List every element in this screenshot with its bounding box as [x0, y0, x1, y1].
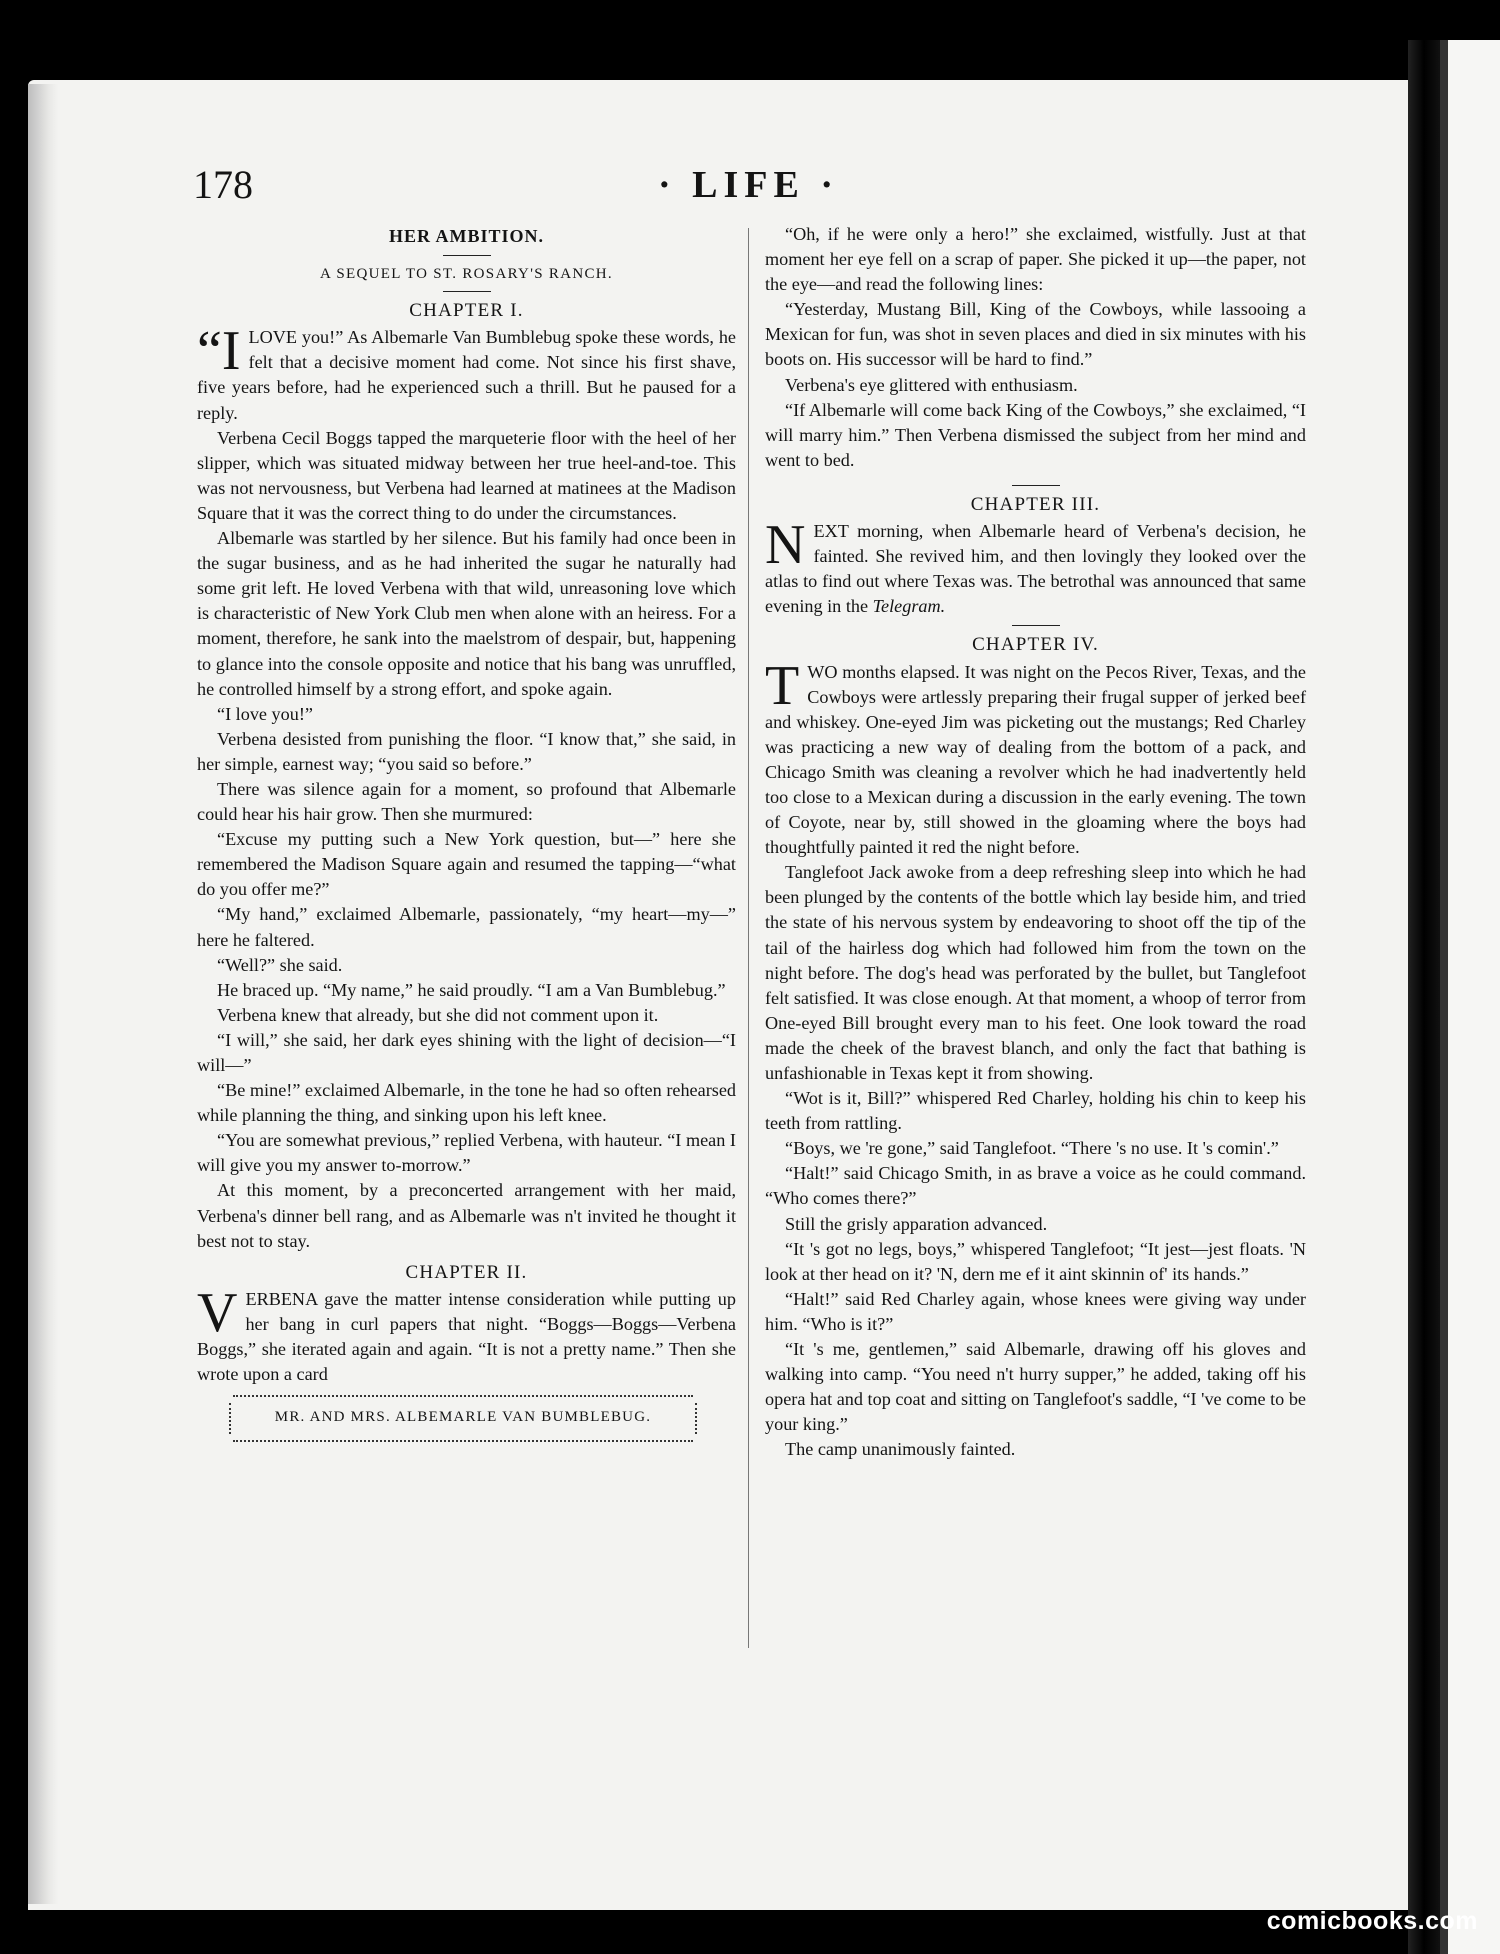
drop-cap: V — [197, 1281, 238, 1344]
paragraph: “Be mine!” exclaimed Albemarle, in the tone he had so often rehearsed while planning the thing, and sinking upon his left knee. — [197, 1080, 736, 1126]
page-header — [0, 160, 1500, 210]
drop-cap: “I — [197, 320, 241, 383]
drop-cap: T — [765, 654, 800, 717]
chapter-4-paragraph — [765, 654, 1306, 861]
right-column — [765, 222, 1306, 1463]
paragraph: The camp unanimously fainted. — [785, 1439, 1016, 1460]
paragraph: “It 's got no legs, boys,” whispered Tanglefoot; “It jest—jest floats. 'N look at ther head on it? 'N, dern me ef it aint skinnin of' its hands.” — [765, 1238, 1306, 1284]
page-number: 178 — [193, 162, 253, 207]
paragraph: Albemarle was startled by her silence. But his family had once been in the sugar business, and as he had inherited the sugar he naturally had some grit left. He loved Verbena with that wild, unreasoning love which is characteristic of New York Club men when alone with an heiress. For a moment, therefore, he sank into the maelstrom of despair, but, happening to glance into the console opposite and notice that his bang was unruffled, he controlled himself by a strong effort, and spoke again. — [197, 528, 736, 699]
chapter-3-paragraph — [765, 514, 1306, 619]
paragraph: “Yesterday, Mustang Bill, King of the Cowboys, while lassooing a Mexican for fun, was shot in seven places and died in six minutes with his boots on. His successor will be hard to find.” — [765, 299, 1306, 370]
adjacent-page — [1440, 40, 1500, 1954]
story-subtitle: A SEQUEL TO ST. ROSARY'S RANCH. — [320, 266, 613, 283]
paragraph: “It 's me, gentlemen,” said Albemarle, drawing off his gloves and walking into camp. “You need n't hurry supper,” he added, taking off his opera hat and top coat and sitting on Tanglefoot's saddle, “I 've come to be your king.” — [765, 1339, 1306, 1435]
paragraph: “You are somewhat previous,” replied Verbena, with hauteur. “I mean I will give you my answer to-morrow.” — [197, 1130, 736, 1176]
site-watermark: comicbooks.com — [1266, 1907, 1478, 1935]
paragraph: “Oh, if he were only a hero!” she exclaimed, wistfully. Just at that moment her eye fell on a scrap of paper. She picked it up—the paper, not the eye—and read the following lines: — [765, 224, 1306, 295]
page-shadow — [28, 84, 58, 1904]
paragraph: “Excuse my putting such a New York question, but—” here she remembered the Madison Square again and resumed the tapping—“what do you offer me?” — [197, 829, 736, 900]
paragraph: “Halt!” said Chicago Smith, in as brave a voice as he could command. “Who comes there?” — [765, 1163, 1306, 1209]
paragraph: “I will,” she said, her dark eyes shining with the light of decision—“I will—” — [197, 1029, 736, 1075]
chapter-2-heading: CHAPTER II. — [405, 1261, 528, 1283]
paragraph: He braced up. “My name,” he said proudly. “I am a Van Bumblebug.” — [217, 979, 726, 1000]
paragraph: Still the grisly apparation advanced. — [785, 1213, 1048, 1234]
drop-cap: N — [765, 514, 806, 577]
title-rule — [443, 255, 491, 256]
left-column — [197, 222, 736, 1442]
chapter-2-paragraph — [197, 1281, 736, 1387]
chapter-1-paragraph — [197, 320, 736, 425]
newspaper-name: Telegram. — [872, 596, 946, 617]
calling-card: MR. AND MRS. ALBEMARLE VAN BUMBLEBUG. — [233, 1395, 693, 1442]
book-gutter — [1408, 40, 1440, 1954]
story-title: HER AMBITION. — [388, 226, 545, 246]
column-rule — [748, 228, 749, 1648]
paragraph-text: LOVE you!” As Albemarle Van Bumblebug spoke these words, he felt that a decisive moment had come. Not since his first shave, five years before, had he experienced such a thrill. But he paused for a reply. — [197, 327, 736, 423]
paragraph-text: EXT morning, when Albemarle heard of Verbena's decision, he fainted. She revived him, and then lovingly they looked over the atlas to find out where Texas was. The betrothal was announced that same evening in the — [765, 521, 1306, 617]
subtitle-rule — [443, 291, 491, 292]
chapter-1-heading: CHAPTER I. — [409, 300, 524, 322]
paragraph: Tanglefoot Jack awoke from a deep refreshing sleep into which he had been plunged by the contents of the bottle which lay beside him, and tried the state of his nervous system by endeavoring to shoot off the tip of the tail of the hairless dog which had followed him from the town on the night before. The dog's head was perforated by the bullet, but Tanglefoot felt satisfied. It was close enough. At that moment, a whoop of terror from One-eyed Bill brought every man to his feet. One look toward the road made the cheek of the bravest blanch, and only the fact that bathing is unfashionable in Texas kept it from showing. — [765, 862, 1306, 1083]
paragraph: There was silence again for a moment, so profound that Albemarle could hear his hair grow. Then she murmured: — [197, 778, 736, 825]
paragraph: “My hand,” exclaimed Albemarle, passionately, “my heart—my—” here he faltered. — [197, 904, 736, 950]
masthead: · LIFE · — [658, 164, 840, 206]
paragraph: “Boys, we 're gone,” said Tanglefoot. “There 's no use. It 's comin'.” — [785, 1138, 1279, 1159]
section-rule — [1012, 485, 1060, 486]
paragraph: “Well?” she said. — [217, 954, 343, 975]
paragraph: Verbena desisted from punishing the floor. “I know that,” she said, in her simple, earnest way; “you said so before.” — [197, 728, 736, 774]
paragraph-text: WO months elapsed. It was night on the Pecos River, Texas, and the Cowboys were artlessly preparing their frugal supper of jerked beef and whiskey. One-eyed Jim was picketing out the mustangs; Red Charley was practicing a new way of dealing from the bottom of a pack, and Chicago Smith was cleaning a revolver which he had inadvertently held too close to a Mexican during a discussion in the early evening. The town of Coyote, near by, still showed in the gloaming where the boys had thoughtfully painted it red the night before. — [765, 661, 1306, 858]
paragraph: Verbena's eye glittered with enthusiasm. — [785, 374, 1078, 395]
chapter-4-heading: CHAPTER IV. — [972, 634, 1099, 656]
paragraph: “If Albemarle will come back King of the Cowboys,” she exclaimed, “I will marry him.” Then Verbena dismissed the subject from her mind and went to bed. — [765, 399, 1306, 470]
adjacent-page-edge — [1440, 40, 1448, 1954]
paragraph: “Wot is it, Bill?” whispered Red Charley, holding his chin to keep his teeth from rattling. — [765, 1088, 1306, 1134]
section-rule — [1012, 625, 1060, 626]
paragraph: “Halt!” said Red Charley again, whose knees were giving way under him. “Who is it?” — [765, 1288, 1306, 1334]
paragraph: Verbena Cecil Boggs tapped the marqueterie floor with the heel of her slipper, which was situated midway between her true heel-and-toe. This was not nervousness, but Verbena had learned at matinees at the Madison Square that it was the correct thing to do under the circumstances. — [197, 427, 736, 523]
chapter-3-heading: CHAPTER III. — [970, 493, 1101, 515]
paragraph: At this moment, by a preconcerted arrangement with her maid, Verbena's dinner bell rang, and as Albemarle was n't invited he thought it best not to stay. — [197, 1180, 736, 1251]
paragraph: “I love you!” — [217, 703, 313, 724]
paragraph: Verbena knew that already, but she did not comment upon it. — [217, 1004, 659, 1025]
paragraph-text: ERBENA gave the matter intense consideration while putting up her bang in curl papers that night. “Boggs—Boggs—Verbena Boggs,” she iterated again and again. “It is not a pretty name.” Then she wrote upon a card — [197, 1288, 736, 1385]
